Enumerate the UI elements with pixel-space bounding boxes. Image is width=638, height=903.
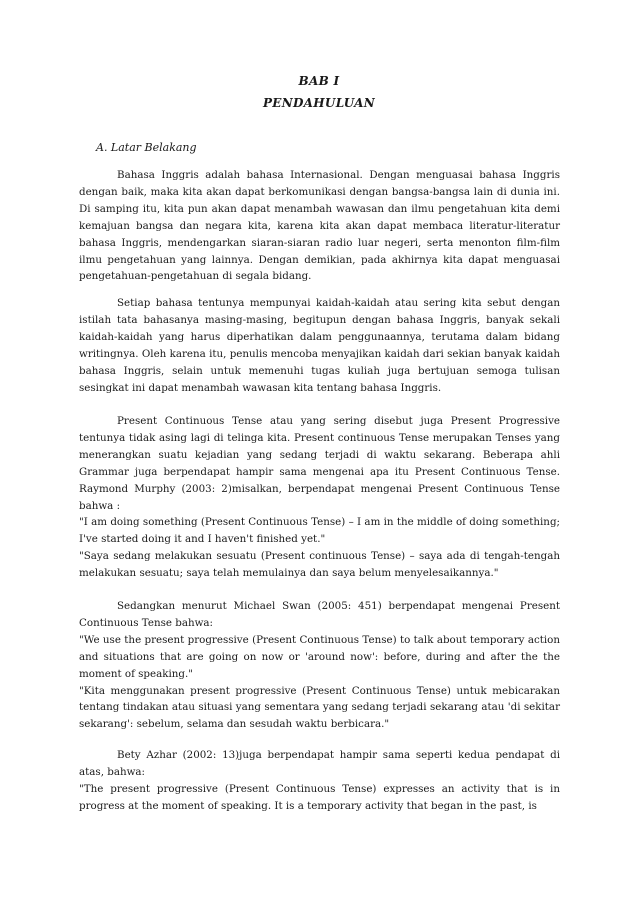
quote-swan-indonesian: "Kita menggunakan present progressive (Present Continuous Tense) untuk mebicarakan tentang tindakan atau situasi yang sementara yang sedang terjadi sekarang atau 'di sekitar sekarang': sebelum, selama dan sesudah waktu berbicara." xyxy=(79,684,560,731)
paragraph-swan-text: Sedangkan menurut Michael Swan (2005: 451) berpendapat mengenai Present Continuous Tense bahwa: xyxy=(79,600,560,629)
quote-murphy-english: "I am doing something (Present Continuous Tense) – I am in the middle of doing something; I've started doing it and I haven't finished yet." xyxy=(79,516,560,546)
paragraph-azhar xyxy=(79,747,560,815)
paragraph-swan xyxy=(79,598,560,733)
chapter-title: PENDAHULUAN xyxy=(262,96,376,110)
quote-swan-english: "We use the present progressive (Present Continuous Tense) to talk about temporary action and situations that are going on now or 'around now': before, during and after the the moment of speaking." xyxy=(79,633,560,680)
paragraph-grammar xyxy=(79,295,560,396)
paragraph-present-continuous-text: Present Continuous Tense atau yang sering disebut juga Present Progressive tentunya tidak asing lagi di telinga kita. Present continuous Tense merupakan Tenses yang menerangkan suatu kejadian yang sedang terjadi di waktu sekarang. Beberapa ahli Grammar juga berpendapat hampir sama mengenai apa itu Present Continuous Tense. Raymond Murphy (2003: 2)misalkan, berpendapat mengenai Present Continuous Tense bahwa : xyxy=(79,415,560,512)
paragraph-grammar-text: Setiap bahasa tentunya mempunyai kaidah-kaidah atau sering kita sebut dengan istilah tata bahasanya masing-masing, begitupun dengan bahasa Inggris, banyak sekali kaidah-kaidah yang harus diperhatikan dalam penggunaannya, terutama dalam bidang writingnya. Oleh karena itu, penulis mencoba menyajikan kaidah dari sekian banyak kaidah bahasa Inggris, selain untuk memenuhi tugas kuliah juga bertujuan semoga tulisan sesingkat ini dapat menambah wawasan kita tentang bahasa Inggris. xyxy=(79,297,560,394)
paragraph-azhar-text: Bety Azhar (2002: 13)juga berpendapat hampir sama seperti kedua pendapat di atas, bahwa: xyxy=(79,749,560,778)
paragraph-intro-text: Bahasa Inggris adalah bahasa Internasional. Dengan menguasai bahasa Inggris dengan baik, maka kita akan dapat berkomunikasi dengan bangsa-bangsa lain di dunia ini. Di samping itu, kita pun akan dapat menambah wawasan dan ilmu pengetahuan kita demi kemajuan bangsa dan negara kita, karena kita akan dapat membaca literatur-literatur bahasa Inggris, mendengarkan siaran-siaran radio luar negeri, serta menonton film-film ilmu pengetahuan yang lainnya. Dengan demikian, pada akhirnya kita dapat menguasai pengetahuan-pengetahuan di segala bidang. xyxy=(79,169,560,283)
section-heading: A. Latar Belakang xyxy=(96,141,197,154)
chapter-number: BAB I xyxy=(298,74,340,88)
quote-azhar-english: "The present progressive (Present Continuous Tense) expresses an activity that is in progress at the moment of speaking. It is a temporary activity that began in the past, is xyxy=(79,782,560,812)
paragraph-intro xyxy=(79,167,560,285)
paragraph-present-continuous xyxy=(79,413,560,582)
quote-murphy-indonesian: "Saya sedang melakukan sesuatu (Present continuous Tense) – saya ada di tengah-tengah melakukan sesuatu; saya telah memulainya dan saya belum menyelesaikannya." xyxy=(79,550,560,580)
